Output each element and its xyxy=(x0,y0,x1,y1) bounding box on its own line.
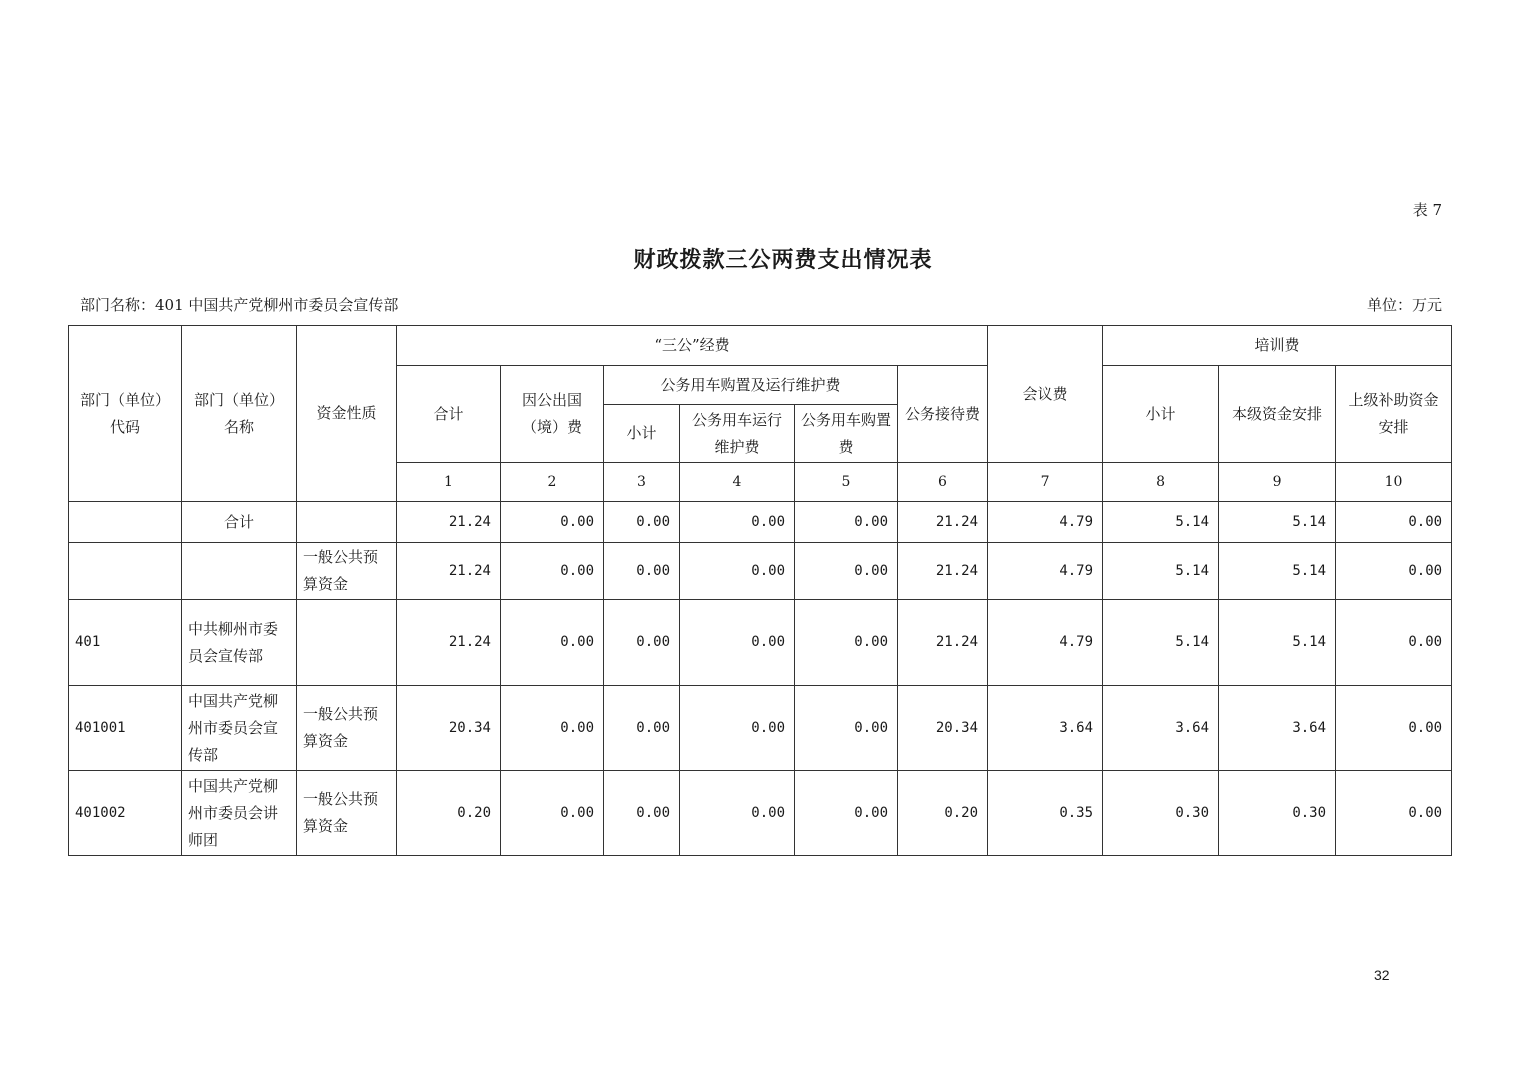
column-index: 8 xyxy=(1103,463,1219,502)
row-value: 0.00 xyxy=(1336,686,1452,771)
header-abroad: 因公出国（境）费 xyxy=(501,366,604,463)
header-vehicle-buy: 公务用车购置费 xyxy=(795,405,898,463)
table-row xyxy=(69,686,1452,771)
row-code: 401 xyxy=(69,600,182,686)
row-value: 4.79 xyxy=(988,600,1103,686)
row-value: 0.00 xyxy=(795,543,898,600)
row-code xyxy=(69,502,182,543)
row-value: 0.00 xyxy=(795,686,898,771)
column-index: 7 xyxy=(988,463,1103,502)
table-row xyxy=(69,543,1452,600)
row-value: 3.64 xyxy=(988,686,1103,771)
row-value: 0.00 xyxy=(604,502,680,543)
row-value: 0.00 xyxy=(1336,502,1452,543)
header-total: 合计 xyxy=(397,366,501,463)
expense-table xyxy=(68,325,1452,856)
column-index: 4 xyxy=(680,463,795,502)
header-dept-name: 部门（单位）名称 xyxy=(182,326,297,502)
row-value: 0.00 xyxy=(501,600,604,686)
row-nature xyxy=(297,502,397,543)
row-nature: 一般公共预算资金 xyxy=(297,771,397,856)
header-train-upper: 上级补助资金安排 xyxy=(1336,366,1452,463)
row-nature: 一般公共预算资金 xyxy=(297,543,397,600)
row-value: 21.24 xyxy=(898,543,988,600)
row-value: 0.00 xyxy=(604,600,680,686)
page-number: 32 xyxy=(1374,967,1390,983)
row-nature: 一般公共预算资金 xyxy=(297,686,397,771)
row-value: 0.35 xyxy=(988,771,1103,856)
column-index: 3 xyxy=(604,463,680,502)
column-index: 6 xyxy=(898,463,988,502)
row-value: 21.24 xyxy=(397,600,501,686)
row-value: 0.00 xyxy=(680,600,795,686)
page-title: 财政拨款三公两费支出情况表 xyxy=(633,247,933,273)
row-value: 5.14 xyxy=(1103,502,1219,543)
row-value: 20.34 xyxy=(397,686,501,771)
row-name xyxy=(182,543,297,600)
row-value: 21.24 xyxy=(898,502,988,543)
row-value: 0.00 xyxy=(680,502,795,543)
column-index: 10 xyxy=(1336,463,1452,502)
row-name: 合计 xyxy=(182,502,297,543)
column-index: 2 xyxy=(501,463,604,502)
column-index: 1 xyxy=(397,463,501,502)
table-row xyxy=(69,771,1452,856)
unit-label: 单位：万元 xyxy=(1366,296,1442,314)
row-value: 0.00 xyxy=(795,771,898,856)
row-nature xyxy=(297,600,397,686)
header-sangong: “三公”经费 xyxy=(397,326,988,366)
header-train-subtotal: 小计 xyxy=(1103,366,1219,463)
header-vehicle: 公务用车购置及运行维护费 xyxy=(604,366,898,405)
row-value: 5.14 xyxy=(1103,600,1219,686)
row-name: 中共柳州市委员会宣传部 xyxy=(182,600,297,686)
row-value: 0.20 xyxy=(397,771,501,856)
row-value: 0.20 xyxy=(898,771,988,856)
row-code xyxy=(69,543,182,600)
row-value: 0.30 xyxy=(1219,771,1336,856)
header-train-local: 本级资金安排 xyxy=(1219,366,1336,463)
row-name: 中国共产党柳州市委员会宣传部 xyxy=(182,686,297,771)
table-row xyxy=(69,600,1452,686)
row-value: 3.64 xyxy=(1219,686,1336,771)
header-reception: 公务接待费 xyxy=(898,366,988,463)
department-name: 部门名称：401 中国共产党柳州市委员会宣传部 xyxy=(80,296,399,314)
row-name: 中国共产党柳州市委员会讲师团 xyxy=(182,771,297,856)
row-value: 5.14 xyxy=(1103,543,1219,600)
row-value: 21.24 xyxy=(898,600,988,686)
row-value: 0.00 xyxy=(795,600,898,686)
column-index: 9 xyxy=(1219,463,1336,502)
table-row xyxy=(69,502,1452,543)
row-value: 3.64 xyxy=(1103,686,1219,771)
row-value: 0.00 xyxy=(604,686,680,771)
row-value: 0.00 xyxy=(604,771,680,856)
row-code: 401002 xyxy=(69,771,182,856)
row-value: 0.00 xyxy=(1336,771,1452,856)
row-value: 0.00 xyxy=(501,502,604,543)
header-meeting: 会议费 xyxy=(988,326,1103,463)
row-value: 0.00 xyxy=(501,771,604,856)
row-value: 0.00 xyxy=(1336,543,1452,600)
header-training: 培训费 xyxy=(1103,326,1452,366)
row-value: 4.79 xyxy=(988,543,1103,600)
row-value: 5.14 xyxy=(1219,502,1336,543)
column-index: 5 xyxy=(795,463,898,502)
row-value: 20.34 xyxy=(898,686,988,771)
row-value: 5.14 xyxy=(1219,600,1336,686)
row-value: 0.00 xyxy=(604,543,680,600)
header-fund-nature: 资金性质 xyxy=(297,326,397,502)
table-number: 表 7 xyxy=(1412,201,1442,219)
row-value: 0.00 xyxy=(680,686,795,771)
row-value: 0.00 xyxy=(501,543,604,600)
row-code: 401001 xyxy=(69,686,182,771)
row-value: 4.79 xyxy=(988,502,1103,543)
row-value: 0.00 xyxy=(1336,600,1452,686)
row-value: 0.00 xyxy=(501,686,604,771)
header-vehicle-run: 公务用车运行维护费 xyxy=(680,405,795,463)
row-value: 21.24 xyxy=(397,502,501,543)
row-value: 5.14 xyxy=(1219,543,1336,600)
row-value: 21.24 xyxy=(397,543,501,600)
row-value: 0.00 xyxy=(795,502,898,543)
row-value: 0.00 xyxy=(680,543,795,600)
row-value: 0.30 xyxy=(1103,771,1219,856)
header-dept-code: 部门（单位）代码 xyxy=(69,326,182,502)
row-value: 0.00 xyxy=(680,771,795,856)
header-vehicle-subtotal: 小计 xyxy=(604,405,680,463)
